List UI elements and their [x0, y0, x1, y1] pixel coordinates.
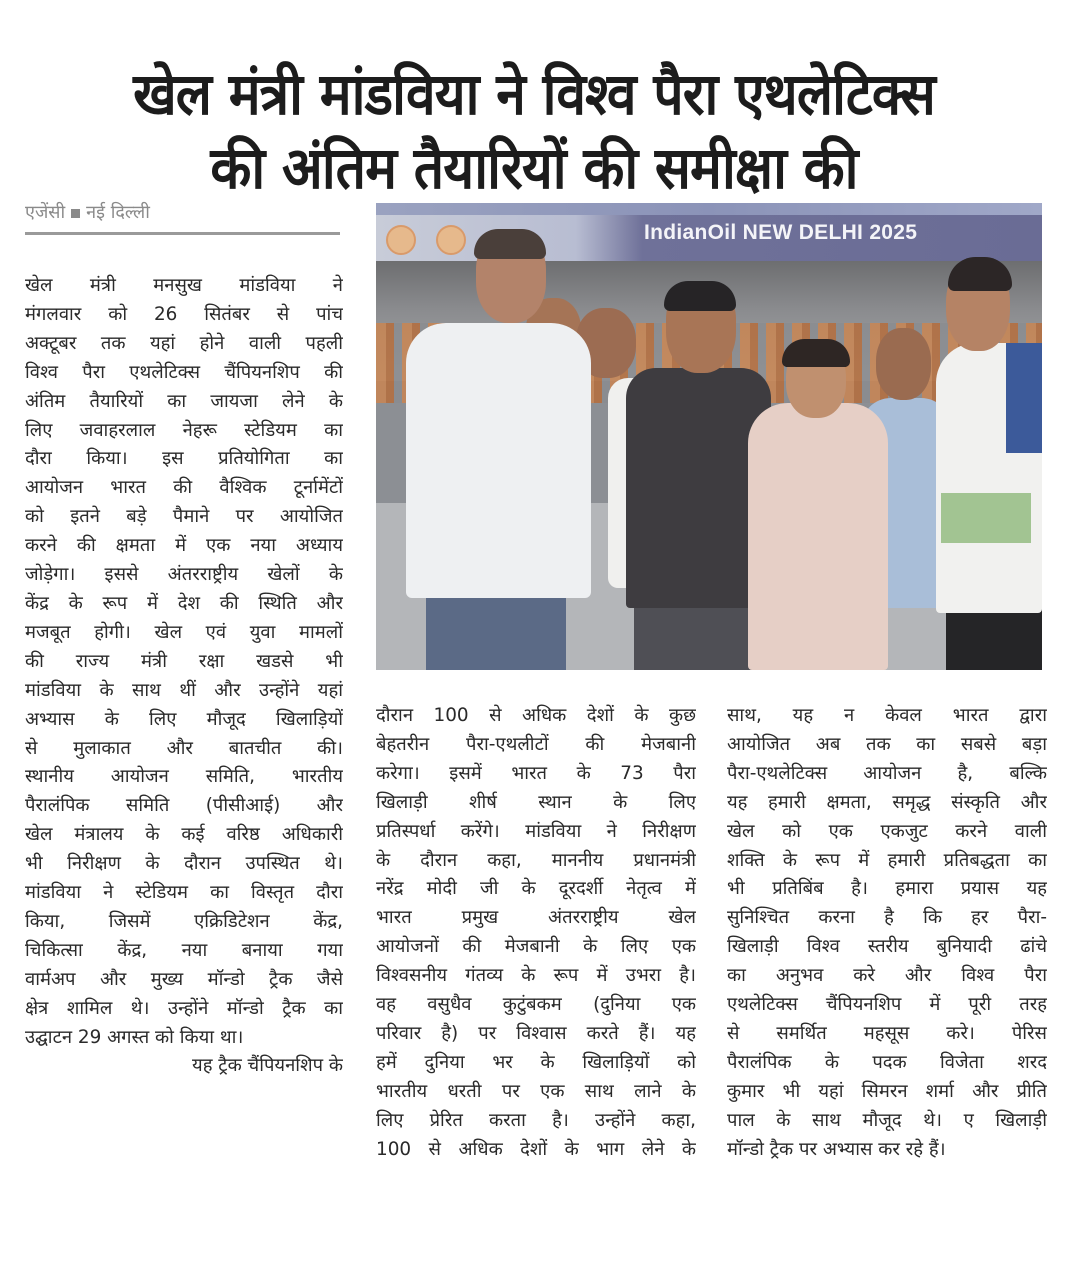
text-line: मांडविया ने स्टेडियम का विस्तृत दौरा — [25, 882, 343, 904]
text-line: प्रतिस्पर्धा करेंगे। मांडविया ने निरीक्षण — [376, 820, 696, 842]
text-line: पैरालंपिक समिति (पीसीआई) और — [25, 795, 343, 817]
text-line: खेल को एक एकजुट करने वाली — [727, 820, 1047, 842]
text-line: लिए प्रेरित करता है। उन्होंने कहा, — [376, 1109, 696, 1131]
text-line: के दौरान कहा, माननीय प्रधानमंत्री — [376, 849, 696, 871]
text-line: करेगा। इसमें भारत के 73 पैरा — [376, 762, 696, 784]
text-line: दौरा किया। इस प्रतियोगिता का — [25, 448, 343, 470]
text-line: मंगलवार को 26 सितंबर से पांच — [25, 303, 343, 325]
text-line: हमें दुनिया भर के खिलाड़ियों को — [376, 1051, 696, 1073]
text-line: मॉन्डो ट्रैक पर अभ्यास कर रहे हैं। — [727, 1138, 946, 1160]
text-line: मांडविया के साथ थीं और उन्होंने यहां — [25, 679, 343, 701]
text-line: पैरा-एथलेटिक्स आयोजन है, बल्कि — [727, 762, 1047, 784]
text-line: विश्व पैरा एथलेटिक्स चैंपियनशिप की — [25, 361, 343, 383]
text-line: खिलाड़ी शीर्ष स्थान के लिए — [376, 791, 696, 813]
text-line: उद्घाटन 29 अगस्त को किया था। — [25, 1026, 244, 1048]
text-line: 100 से अधिक देशों के भाग लेने के — [376, 1138, 696, 1160]
text-line: भारतीय धरती पर एक साथ लाने के — [376, 1080, 696, 1102]
text-line: किया, जिसमें एक्रिडिटेशन केंद्र, — [25, 910, 343, 932]
text-line: को इतने बड़े पैमाने पर आयोजित — [25, 506, 343, 528]
byline — [25, 200, 340, 235]
text-line: अक्टूबर तक यहां होने वाली पहली — [25, 332, 343, 354]
text-line: केंद्र के रूप में देश की स्थिति और — [25, 592, 343, 614]
text-line: भी प्रतिबिंब है। हमारा प्रयास यह — [727, 878, 1047, 900]
news-photo — [376, 203, 1042, 670]
text-line: भी निरीक्षण के दौरान उपस्थित थे। — [25, 853, 343, 875]
text-line: का अनुभव करे और विश्व पैरा — [727, 965, 1047, 987]
text-line: आयोजन भारत की वैश्विक टूर्नामेंटों — [25, 477, 343, 499]
byline-location: नई दिल्ली — [86, 202, 150, 223]
text-line: अंतिम तैयारियों का जायजा लेने के — [25, 390, 343, 412]
text-line: लिए जवाहरलाल नेहरू स्टेडियम का — [25, 419, 343, 441]
text-line: की राज्य मंत्री रक्षा खडसे भी — [25, 650, 343, 672]
article-column-1 — [25, 272, 343, 1081]
text-line: वह वसुधैव कुटुंबकम (दुनिया एक — [376, 994, 696, 1016]
text-line: पैरालंपिक के पदक विजेता शरद — [727, 1051, 1047, 1073]
text-line: दौरान 100 से अधिक देशों के कुछ — [376, 705, 696, 726]
text-line: खिलाड़ी विश्व स्तरीय बुनियादी ढांचे — [727, 936, 1047, 958]
text-line: आयोजित अब तक का सबसे बड़ा — [727, 733, 1047, 755]
text-line: खेल मंत्री मनसुख मांडविया ने — [25, 275, 343, 296]
text-line: परिवार है) पर विश्वास करते हैं। यह — [376, 1022, 696, 1044]
text-line: क्षेत्र शामिल थे। उन्होंने मॉन्डो ट्रैक का — [25, 997, 343, 1019]
text-line: करने की क्षमता में एक नया अध्याय — [25, 535, 343, 557]
headline-line-2: की अंतिम तैयारियों की समीक्षा की — [210, 133, 858, 202]
text-line: मजबूत होगी। खेल एवं युवा मामलों — [25, 621, 343, 643]
text-line: से समर्थित महसूस करे। पेरिस — [727, 1022, 1047, 1044]
text-line: चिकित्सा केंद्र, नया बनाया गया — [25, 939, 343, 961]
text-line: वार्मअप और मुख्य मॉन्डो ट्रैक जैसे — [25, 968, 343, 990]
banner-text: IndianOil NEW DELHI 2025 — [644, 221, 918, 244]
text-line: जोड़ेगा। इससे अंतरराष्ट्रीय खेलों के — [25, 564, 343, 586]
text-line: पाल के साथ मौजूद थे। ए खिलाड़ी — [727, 1109, 1047, 1131]
headline-line-1: खेल मंत्री मांडविया ने विश्व पैरा एथलेटिक्स — [133, 59, 935, 128]
byline-agency: एजेंसी — [25, 202, 66, 223]
text-line: भारत प्रमुख अंतरराष्ट्रीय खेल — [376, 907, 696, 929]
text-line: सुनिश्चित करना है कि हर पैरा- — [727, 907, 1047, 929]
text-line: अभ्यास के लिए मौजूद खिलाड़ियों — [25, 708, 343, 730]
text-line: से मुलाकात और बातचीत की। — [25, 737, 343, 759]
separator-square-icon — [71, 209, 80, 218]
banner-logo-icon — [436, 225, 466, 255]
text-line: आयोजनों की मेजबानी के लिए एक — [376, 936, 696, 958]
text-line: साथ, यह न केवल भारत द्वारा — [727, 705, 1047, 726]
text-line: कुमार भी यहां सिमरन शर्मा और प्रीति — [727, 1080, 1047, 1102]
text-line: यह हमारी क्षमता, समृद्ध संस्कृति और — [727, 791, 1047, 813]
headline — [43, 57, 1026, 205]
text-line: एथलेटिक्स चैंपियनशिप में पूरी तरह — [727, 994, 1047, 1016]
person-woman-pink — [748, 403, 888, 670]
text-line: स्थानीय आयोजन समिति, भारतीय — [25, 766, 343, 788]
text-line: बेहतरीन पैरा-एथलीटों की मेजबानी — [376, 733, 696, 755]
text-line: नरेंद्र मोदी जी के दूरदर्शी नेतृत्व में — [376, 878, 696, 900]
person-white-shirt — [406, 323, 591, 598]
text-line: यह ट्रैक चैंपियनशिप के — [192, 1055, 343, 1077]
text-line: विश्वसनीय गंतव्य के रूप में उभरा है। — [376, 965, 696, 987]
article-column-3 — [727, 702, 1047, 1165]
text-line: शक्ति के रूप में हमारी प्रतिबद्धता का — [727, 849, 1047, 871]
text-line: खेल मंत्रालय के कई वरिष्ठ अधिकारी — [25, 824, 343, 846]
banner-logo-icon — [386, 225, 416, 255]
article-column-2 — [376, 702, 696, 1165]
